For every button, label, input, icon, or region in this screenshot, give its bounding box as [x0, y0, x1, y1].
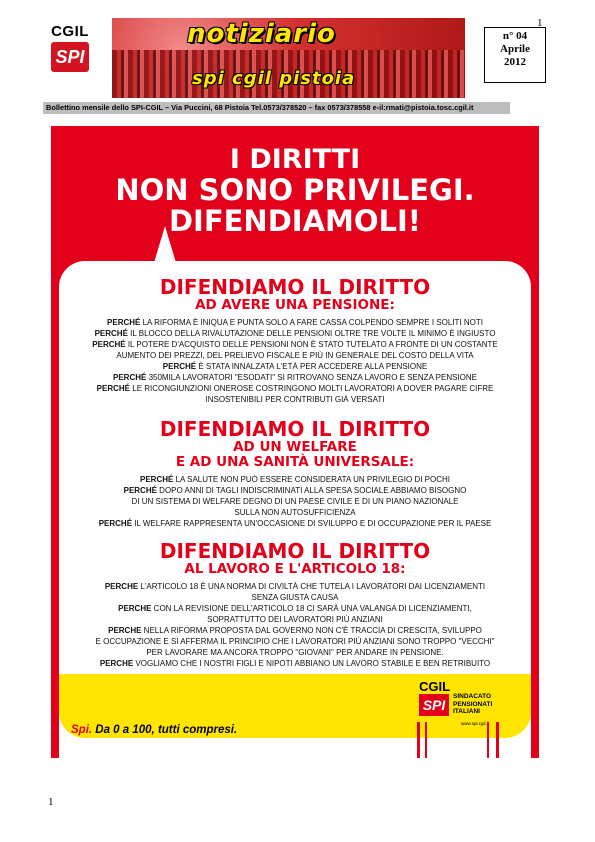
section-line: PERCHÉ IL WELFARE RAPPRESENTA UN'OCCASIONE DI SVILUPPO E DI OCCUPAZIONE PER IL PAESE	[98, 519, 492, 528]
section-title: DIFENDIAMO IL DIRITTO	[159, 539, 431, 563]
spi-logo-cgil: CGIL	[419, 679, 451, 694]
logo-spi-box: SPI	[51, 42, 89, 72]
masthead-subtitle: spi cgil pistoia	[192, 68, 356, 89]
section-title: DIFENDIAMO IL DIRITTO	[159, 417, 431, 441]
masthead-title: notiziario	[187, 19, 336, 49]
section-line: PERCHÉ IL POTERE D'ACQUISTO DELLE PENSIONI NON È STATO TUTELATO A FRONTE DI UN COSTANTE	[92, 340, 498, 349]
section-pension	[51, 276, 539, 405]
slogan-text: Da 0 a 100, tutti compresi.	[92, 724, 238, 736]
section-line: PERCHE CON LA REVISIONE DELL'ARTICOLO 18 CI SARÀ UNA VALANGA DI LICENZIAMENTI,	[118, 604, 472, 613]
section-line: PERCHE NELLA RIFORMA PROPOSTA DAL GOVERNO NON C'È TRACCIA DI CRESCITA, SVILUPPO	[108, 626, 482, 635]
section-line: PERCHÉ LA RIFORMA È INIQUA E PUNTA SOLO A FARE CASSA COLPENDO SEMPRE I SOLITI NOTI	[107, 318, 483, 327]
issue-year: 2012	[504, 56, 526, 68]
section-line: PERCHÉ IL BLOCCO DELLA RIVALUTAZIONE DELLE PENSIONI OLTRE TRE VOLTE IL MINIMO È INGIUSTO	[94, 329, 496, 338]
contact-info-bar: Bollettino mensile dello SPI-CGIL – Via Puccini, 68 Pistoia Tel.0573/378520 – fax 0573/378558 e-il:rmati@pistoia.tosc.cgil.it	[43, 102, 510, 114]
headline-line: DIFENDIAMOLI!	[168, 204, 422, 238]
section-line: PERCHÉ È STATA INNALZATA L'ETÀ PER ACCEDERE ALLA PENSIONE	[162, 362, 428, 371]
issue-month: Aprile	[500, 43, 530, 55]
section-line: AUMENTO DEI PREZZI, DEL PRELIEVO FISCALE E PIÙ IN GENERALE DEL COSTO DELLA VITA	[116, 351, 474, 360]
flag-stand-inner	[425, 722, 489, 758]
spi-cgil-logo	[419, 679, 527, 726]
headline-line: I DIRITTI	[229, 144, 361, 175]
section-work	[51, 540, 539, 669]
section-line: E OCCUPAZIONE E SI AFFERMA IL PRINCIPIO CHE I LAVORATORI PIÙ ANZIANI SONO TROPPO "VECCHI"	[95, 637, 495, 646]
section-welfare	[51, 418, 539, 529]
section-line: PERCHÉ DOPO ANNI DI TAGLI INDISCRIMINATI ALLA SPESA SOCIALE ABBIAMO BISOGNO	[123, 486, 467, 495]
headline-line: NON SONO PRIVILEGI.	[115, 173, 475, 207]
page-number-bottom: 1	[48, 796, 54, 808]
section-line: SENZA GIUSTA CAUSA	[251, 593, 339, 602]
speech-bubble-tail	[153, 226, 177, 266]
section-line: PERCHE L'ARTICOLO 18 È UNA NORMA DI CIVILTÀ CHE TUTELA I LAVORATORI DAI LICENZIAMENTI	[104, 582, 486, 591]
page-number-top: 1	[537, 17, 543, 29]
section-line: INSOSTENIBILI PER CONTRIBUTI GIÀ VERSATI	[205, 395, 385, 404]
section-subtitle: AD UN WELFARE	[233, 439, 357, 455]
poster-slogan	[71, 724, 237, 736]
spi-logo-box: SPI	[419, 694, 449, 716]
section-line: SULLA NON AUTOSUFFICIENZA	[234, 508, 356, 517]
poster	[51, 126, 539, 758]
spi-logo-web: www.spi.cgil.it	[461, 721, 490, 726]
section-line: PERCHE VOGLIAMO CHE I NOSTRI FIGLI E NIPOTI ABBIANO UN LAVORO STABILE E BEN RETRIBUITO	[99, 659, 491, 668]
poster-headline	[51, 144, 539, 237]
spi-logo-text: SINDACATO PENSIONATI ITALIANI	[453, 693, 493, 715]
masthead-banner	[112, 18, 465, 98]
section-line: PER LAVORARE MA ANCORA TROPPO "GIOVANI" PER ANDARE IN PENSIONE.	[146, 648, 444, 657]
slogan-brand: Spi.	[71, 724, 93, 736]
section-subtitle: AD AVERE UNA PENSIONE:	[195, 297, 395, 313]
logo-cgil-text: CGIL	[51, 23, 89, 40]
issue-number: n° 04	[502, 30, 528, 42]
section-line: DI UN SISTEMA DI WELFARE DEGNO DI UN PAESE CIVILE E DI UN PIANO NAZIONALE	[131, 497, 459, 506]
section-line: SOPRATTUTTO DEI LAVORATORI PIÙ ANZIANI	[207, 615, 383, 624]
issue-box	[484, 27, 546, 83]
section-subtitle: E AD UNA SANITÀ UNIVERSALE:	[175, 454, 415, 470]
cgil-spi-logo	[47, 24, 93, 72]
section-line: PERCHÉ LE RICONGIUNZIONI ONEROSE COSTRINGONO MOLTI LAVORATORI A DOVER PAGARE CIFRE	[96, 384, 494, 393]
section-subtitle: AL LAVORO E L'ARTICOLO 18:	[184, 561, 406, 577]
section-line: PERCHÉ LA SALUTE NON PUÒ ESSERE CONSIDERATA UN PRIVILEGIO DI POCHI	[140, 475, 450, 484]
section-line: PERCHÉ 350MILA LAVORATORI "ESODATI" SI RITROVANO SENZA LAVORO E SENZA PENSIONE	[113, 373, 477, 382]
section-title: DIFENDIAMO IL DIRITTO	[159, 275, 431, 299]
